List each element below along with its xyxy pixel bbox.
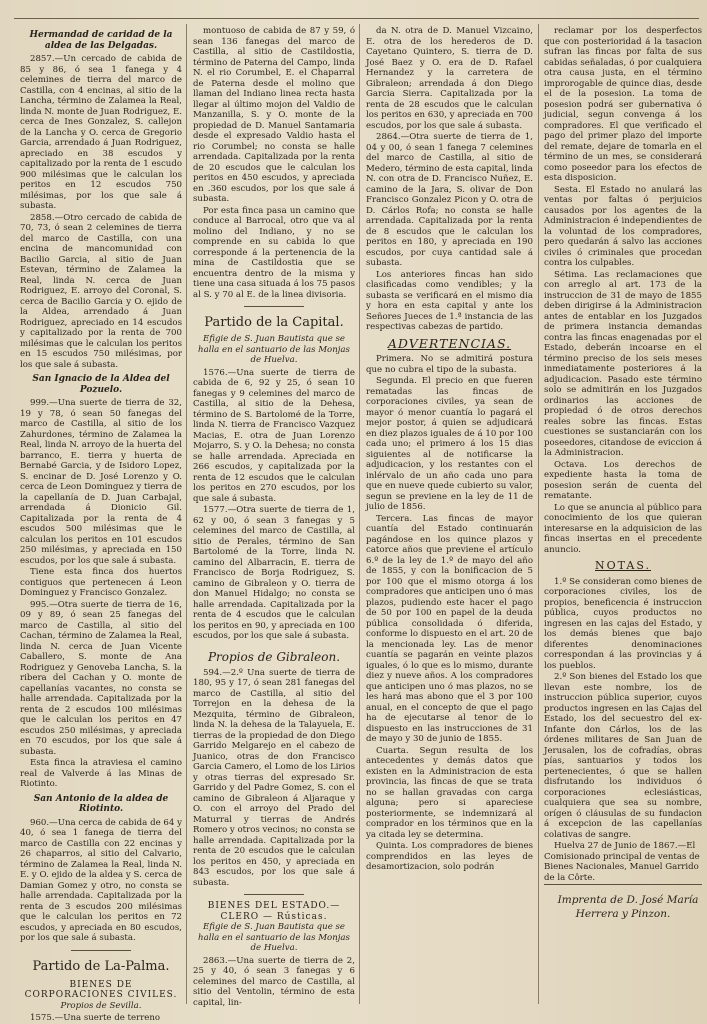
- separator: [244, 306, 304, 307]
- column-3: [366, 26, 533, 1006]
- paragraph: da N. otra de D. Manuel Vizcaino, E. otra de los herederos de D. Cayetano Quintero, S. tierra de D. José Baez y O. era de D. Rafael Hernandez y la carretera de Gibraleon; arrendada á don Diego Garcia Sierra. Capitalizada por la renta de 28 escudos que le calculan los peritos en 630, y apreciada en 700 escudos, por los que sale á subasta.: [366, 26, 533, 131]
- paragraph: Primera. No se admitirá postura que no cubra el tipo de la subasta.: [366, 354, 533, 375]
- column-divider: [186, 24, 187, 1004]
- section-heading: Hermandad de caridad de la aldea de las Delgadas.: [29, 30, 173, 51]
- paragraph: Tercera. Las fincas de mayor cuantía del Estado continuarán pagándose en los quince plazos y catorce años que previene el artículo 6.º de la ley de 1.º de mayo del año de 1855, y con la bonificacion de 5 por 100 que el mismo otorga á los compradores que anticipen uno ó mas plazos, pudiendo este hacer el pago de 50 por 100 en papel de la deuda pública consolidada ó diferida, conforme lo dispuesto en el art. 20 de la mencionada ley. Las de menor cuantía se pagarán en veinte plazos iguales, ó lo que es lo mismo, durante diez y nueve años. A los compradores que anticipen uno ó mas plazos, no se les hará mas abono que el 3 por 100 anual, en el concepto de que el pago ha de ejecutarse al tenor de lo dispuesto en las instrucciones de 31 de mayo y 30 de junio de 1855.: [366, 513, 533, 744]
- sub-heading: Efigie de S. Juan Bautista que se halla en el santuario de las Monjas de Huelva.: [198, 922, 350, 953]
- notas-title: NOTAS.: [595, 559, 651, 572]
- column-2: [193, 26, 355, 1006]
- paragraph: reclamar por los desperfectos que con posterioridad á la tasacion sufran las fincas por falta de sus cabidas señaladas, ó por cualquiera otra causa justa, en el término improrogable de quince dias, desde el de la posesion. La toma de posesion podrá ser gubernativa ó judicial, segun convenga á los compradores. El que verificado el pago del primer plazo del importe del remate, dejare de tomarla en el término de un mes, se considerará como poseedor para los efectos de esta disposicion.: [544, 26, 702, 183]
- advertencias-title: ADVERTENCIAS.: [387, 335, 512, 351]
- paragraph: Sesta. El Estado no anulará las ventas por faltas ó perjuicios causados por los agentes de la Administracion é independientes de la voluntad de los compradores, pero quedarán á salvo las acciones civiles ó criminales que procedan contra los culpables.: [544, 184, 702, 268]
- paragraph: 1.º Se consideran como bienes de corporaciones civiles, los de propios, beneficencia é instruccion pública, cuyos productos no ingresen en las cajas del Estado, y los demás bienes que bajo diferentes denominaciones correspondan á las provincias y á los pueblos.: [544, 576, 702, 671]
- paragraph: Por esta finca pasa un camino que conduce al Barrocal, otro que va al molino del Indiano, y no se comprende en su cabida lo que corresponde á la pertenencia de la mina de Castildostia que se encuentra dentro de la misma y tiene una casa situada á los 75 pasos al S. y 70 al E. de la linea divisoria.: [193, 205, 355, 300]
- column-1: [20, 26, 182, 1023]
- column-divider: [359, 24, 360, 1004]
- propios-heading: Propios de Gibraleon.: [207, 649, 341, 664]
- paragraph: 2863.—Una suerte de tierra de 2, 25 y 40, ó sean 3 fanegas y 6 celemines del marco de Castilla, al sitio del Ventolin, término de esta capital, lin-: [193, 955, 355, 1008]
- paragraph: 1575.—Una suerte de terreno: [30, 1013, 161, 1023]
- partido-heading: Partido de la Capital.: [204, 315, 344, 330]
- paragraph: Octava. Los derechos de expediente hasta la toma de posesion serán de cuenta del rematante.: [544, 459, 702, 501]
- paragraph: 1576.—Una suerte de tierra de cabida de 6, 92 y 25, ó sean 10 fanegas y 9 celemines del marco de Castilla, al sitio de la Dehesa, término de S. Bartolomé de la Torre, linda N. tierra de Francisco Vazquez Macias, E. otra de Juan Lorenzo Mojarro, S. y O. la Dehesa; no consta se halle arrendada. Apreciada en 266 escudos, y capitalizada por la renta de 12 escudos que le calculan los peritos en 270 escudos, por los que sale á subasta.: [193, 367, 355, 504]
- category-heading: BIENES DEL ESTADO.—CLERO — Rústicas.: [207, 901, 341, 922]
- paragraph: Cuarta. Segun resulta de los antecedentes y demás datos que existen en la Administracion de esta provincia, las fincas de que se trata no se hallan gravadas con carga alguna; pero si apareciese posteriormente, se indemnizará al comprador en los términos que en la ya citada ley se determina.: [366, 745, 533, 840]
- paragraph: Quinta. Los compradores de bienes comprendidos en las leyes de desamortizacion, solo podrán: [366, 841, 533, 872]
- date-signature: Huelva 27 de Junio de 1867.—El Comisionado principal de ventas de Bienes Nacionales, Manuel Garrido de la Côrte.: [544, 841, 700, 883]
- paragraph: Segunda. El precio en que fueren rematadas las fincas de corporaciones civiles, ya sean de mayor ó menor cuantía lo pagará el mejor postor, á quien se adjudicará en diez plazos iguales de á 10 por 100 cada uno; el primero á los 15 dias siguientes al de notificarse la adjudicacion, y los restantes con el inlérvalo de un año cada uno para que en nueve quede cubierto su valor, segun se previene en la ley de 11 de julio de 1856.: [366, 376, 533, 512]
- paragraph: Esta finca la atraviesa el camino real de Valverde á las Minas de Riotinto.: [20, 758, 182, 789]
- section-heading: San Ignacio de la Aldea del Pozuelo.: [32, 374, 170, 395]
- category-heading: BIENES DE CORPORACIONES CIVILES.: [24, 979, 178, 1000]
- paragraph: 999.—Una suerte de tierra de 32, 19 y 78, ó sean 50 fanegas del marco de Castilla, al sitio de los Zahurdones, término de Zalamea la Real, linda N. arroyo de la huerta del barranco, E. tierra y huerta de Bernabé Garcia, y de Isidoro Lopez, S. encinar de D. José Lorenzo y O. cerca de Leon Dominguez y tierra de la capellanía de D. Juan Carbajal, arrendada á Dionicio Gil. Capitalizada por la renta de 4 escudos 500 milésimas que le calculan los peritos en 101 escudos 250 milésimas, y apreciada en 150 escudos, por los que sale á subasta.: [20, 398, 182, 566]
- imprenta-footer: Imprenta de D. José María Herrera y Pinzon.: [544, 884, 702, 921]
- paragraph: 2.º Son bienes del Estado los que llevan este nombre, los de instruccion pública superior, cuyos productos ingresen en las Cajas del Estado, los del secuestro del ex-Infante don Cárlos, los de las órdenes militares de San Juan de Jerusalen, los de cofradías, obras pías, santuarios y todos los pertenecientes, ó que se hallen disfrutando los individuos ó corporaciones eclesiásticas, cualquiera que sea su nombre, orígen ó cláusulas de su fundacion á excepcion de las capellanías colativas de sangre.: [544, 672, 702, 840]
- partido-heading: Partido de La-Palma.: [32, 958, 170, 974]
- column-divider: [538, 24, 539, 1004]
- paragraph: 2857.—Un cercado de cabida de 85 y 86, ó sea 1 fanega y 4 celemines de tierra del marco de Castilla, con 4 encinas, al sitio de la Lancha, término de Zalamea la Real, linda N. monte de Juan Rodriguez, E. cerca de Ines Gonzalez, S. callejon de la Lancha y O. cerca de Gregorio Garcia, arrendado á Juan Rodriguez, apreciado en 38 escudos y capitalizado por la renta de 1 escudo 900 milésimas que le calculan los peritos en 12 escudos 750 milésimas, por los que sale á subasta.: [20, 54, 182, 211]
- paragraph: Lo que se anuncia al público para conocimiento de los que quieran interesarse en la adquisicion de las fincas insertas en el precedente anuncio.: [544, 502, 702, 555]
- sub-heading: Propios de Sevilla.: [60, 1000, 142, 1011]
- paragraph: 995.—Otra suerte de tierra de 16, 09 y 89, ó sean 25 fanegas del marco de Castilla, al sitio del Cachan, término de Zalamea la Real, linda N. cerca de Juan Vicente Caballero, S. monte de Ana Rodriguez y Genoveba Lancha, S. la ribera del Cachan y O. monte de capellanías vacantes, no consta se halle arrendada. Capitalizada por la renta de 2 escudos 100 milésimas que le calculan los peritos en 47 escudos 250 milésimas, y apreciada en 70 escudos, por los que sale á subasta.: [20, 599, 182, 757]
- paragraph: 1577.—Otra suerte de tierra de 1, 62 y 00, ó sean 3 fanegas y 5 celemines del marco de Castilla, al sitio de Perales, término de San Bartolomé de la Torre, linda N. camino del Albarracin, E. tierra de Francisco de Borja Rodriguez, S. camino de Gibraleon y O. tierra de don Manuel Hidalgo; no consta se halle arrendada. Capitalizada por la renta de 4 escudos que le calculan los peritos en 90, y apreciada en 100 escudos, por los que sale á subasta.: [193, 505, 355, 641]
- paragraph: Los anteriores fincas han sido clasificadas como vendibles; y la subasta se verificará en el mismo dia y hora en esta capital y ante los Señores Jueces de 1.ª instancia de las respectivas cabezas de partido.: [366, 269, 533, 332]
- paragraph: montuoso de cabida de 87 y 59, ó sean 136 fanegas del marco de Castilla, al sitio de Castildostia, término de Paterna del Campo, linda N. el rio Corumbel, E. el Chaparral de Paterna desde el molino que llaman del Indiano linea recta hasta llegar al último mojon del Valdio de Manzanilla, S. y O. monte de la propiedad de D. Manuel Santamaria desde el expresado Valdio hasta el rio Corumbel; no consta se halle arrendada. Capitalizada por la renta de 20 escudos que le calculan los peritos en 450 escudos, y apreciada en .360 escudos, por los que sale á subasta.: [193, 26, 355, 204]
- top-rule: [14, 18, 699, 19]
- paragraph: Sétima. Las reclamaciones que con arreglo al art. 173 de la instruccion de 31 de mayo de 1855 deben dirigirse á la Administracion antes de entablar en los Juzgados de primera instancia demandas contra las fincas enagenadas por el Estado, deberán incoarse en el término preciso de los seis meses inmediatamente posteriores á la adjudicacion. Pasado este término solo se admitirán en los Juzgados ordinarios las acciones de propiedad ó de otros derechos reales sobre las fincas. Estas cuestiones se sustanciarán con los poseedores, citandose de eviccion á la Administracion.: [544, 269, 702, 458]
- paragraph: 960.—Una cerca de cabida de 64 y 40, ó sea 1 fanega de tierra del marco de Castilla con 22 encinas y 26 chaparros, al sitio del Calvario, término de Zalamea la Real, linda N. E. y O. ejido de la aldea y S. cerca de Damian Gomez y otro, no consta se halle arrendada. Capitalizada por la renta de 3 escudos 200 milésimas que le calculan los peritos en 72 escudos, y apreciada en 80 escudos, por los que sale á subasta.: [20, 817, 182, 943]
- paragraph: 594.—2.º Una suerte de tierra de 180, 95 y 17, ó sean 281 fanegas del marco de Castilla, al sitio del Torrejon en la dehesa de la Mezquita, término de Gibraleon, linda N. la dehesa de la Talayuela, E. tierras de la propiedad de don Diego Garrido Melgarejo en el cabezo de Juanico, otras de don Francisco Garcia Camero, el Lomo de los Lirios y otras tierras del expresado Sr. Garrido y del Padre Gomez, S. con el camino de Gibraleon á Aljaraque y O. con el arroyo del Prado del Maturral y tierras de Andrés Romero y otros vecinos; no consta se halle arrendada. Capitalizada por la renta de 20 escudos que le calculan los peritos en 450, y apreciada en 843 escudos, por los que sale á subasta.: [193, 667, 355, 888]
- column-4: [544, 26, 702, 1006]
- paragraph: Tiene esta finca dos huertos contiguos que pertenecen á Leon Dominguez y Francisco Gonzalez.: [20, 567, 182, 598]
- paragraph: 2864.—Otra suerte de tierra de 1, 04 y 00, ó sean 1 fanega 7 celemines del marco de Castilla, al sitio de Medero, término de esta capital, linda N. con otra de D. Francisco Nuñez, E. camino de la Jara, S. olivar de Don Francisco Gonzalez Picon y O. otra de D. Cárlos Rofa; no consta se halle arrendada. Capitalizada por la renta de 8 escudos que le calculan los peritos en 180, y apreciada en 190 escudos, por cuya cantidad sale á subasta.: [366, 132, 533, 268]
- separator: [244, 894, 304, 895]
- sub-heading: Efigie de S. Juan Bautista que se halla en el santuario de las Monjas de Huelva.: [198, 334, 350, 365]
- paragraph: 2858.—Otro cercado de cabida de 70, 73, ó sean 2 celemines de tierra del marco de Castilla, con una encina de mancomunidad con Bacilio Garcia, al sitio de Juan Estevan, término de Zalamea la Real, linda N. cerca de Juan Rodriguez, E. arroyo del Coronal, S. cerca de Bacilio Garcia y O. ejido de la Aldea, arrendado á Juan Rodriguez, apreciado en 14 escudos y capitalizado por la renta de 700 milésimas que le calculan los peritos en 15 escudos 750 milésimas, por los que sale á subasta.: [20, 212, 182, 370]
- section-heading: San Antonio de la aldea de Riotinto.: [33, 793, 169, 814]
- separator: [71, 950, 131, 951]
